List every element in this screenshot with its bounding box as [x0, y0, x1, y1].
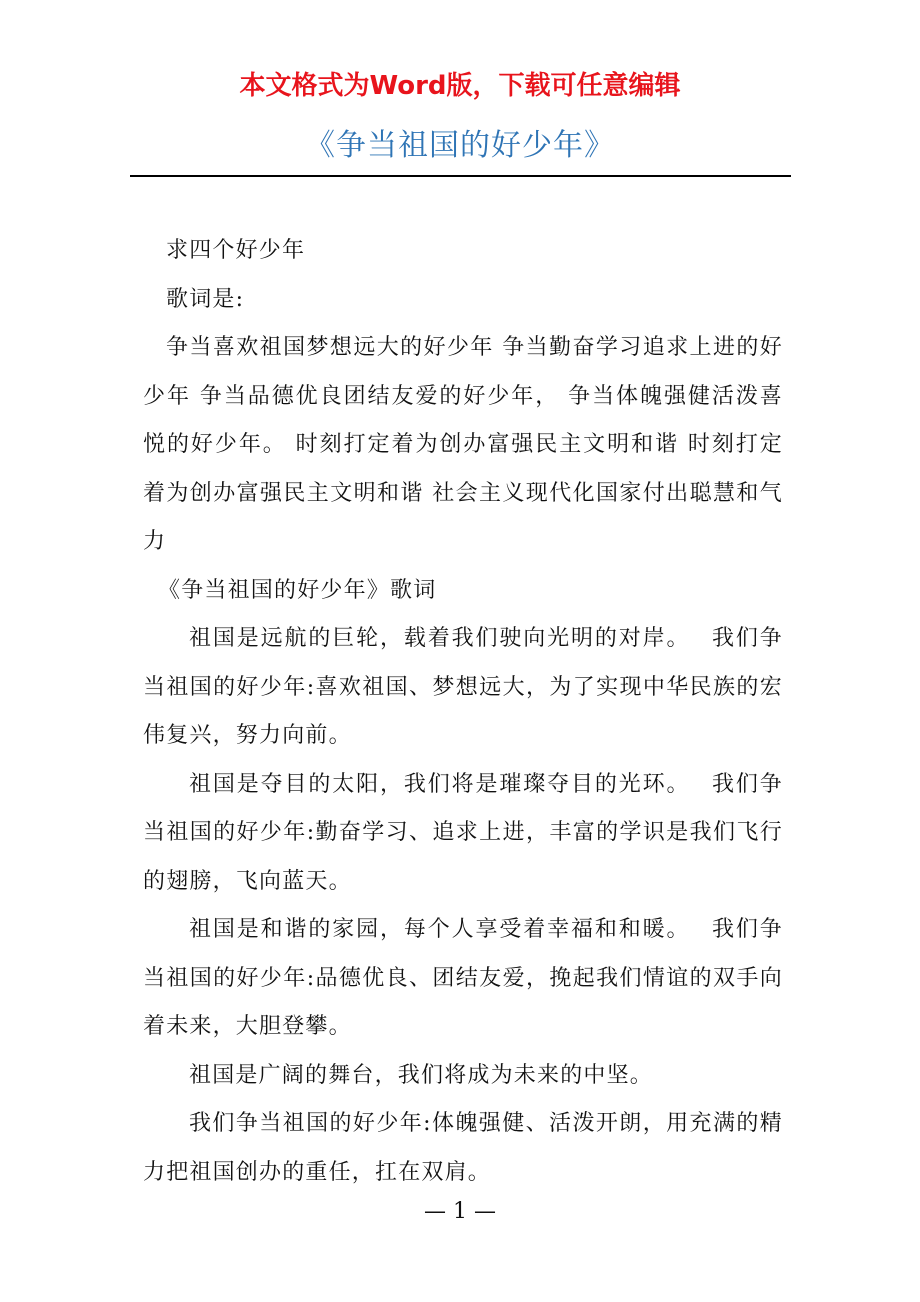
paragraph-song-title: 《争当祖国的好少年》歌词 [158, 577, 437, 603]
document-body [143, 227, 783, 1197]
paragraph-verse-3: 祖国是和谐的家园，每个人享受着幸福和和暖。 我们争当祖国的好少年:品德优良、团结友爱，挽起我们情谊的双手向着未来，大胆登攀。 [143, 917, 783, 1039]
paragraph-lyrics-label: 歌词是: [166, 286, 245, 312]
page-number: — 1 — [424, 1199, 496, 1224]
format-notice: 本文格式为Word版，下载可任意编辑 [239, 71, 681, 101]
paragraph-verse-5: 我们争当祖国的好少年:体魄强健、活泼开朗，用充满的精力把祖国创办的重任，扛在双肩。 [143, 1111, 783, 1185]
header-divider [130, 175, 791, 177]
paragraph-verse-2: 祖国是夺目的太阳，我们将是璀璨夺目的光环。 我们争当祖国的好少年:勤奋学习、追求上进，丰富的学识是我们飞行的翅膀，飞向蓝天。 [143, 771, 783, 894]
document-title: 《争当祖国的好少年》 [305, 128, 615, 163]
paragraph-lyrics: 争当喜欢祖国梦想远大的好少年 争当勤奋学习追求上进的好少年 争当品德优良团结友爱的好少年， 争当体魄强健活泼喜悦的好少年。 时刻打定着为创办富强民主文明和谐 时刻打定着为创办富强民主文明和谐 社会主义现代化国家付出聪慧和气力 [143, 335, 783, 554]
paragraph-verse-4: 祖国是广阔的舞台，我们将成为未来的中坚。 [189, 1062, 654, 1088]
paragraph-verse-1: 祖国是远航的巨轮，载着我们驶向光明的对岸。 我们争当祖国的好少年:喜欢祖国、梦想远大，为了实现中华民族的宏伟复兴，努力向前。 [143, 626, 783, 748]
paragraph-heading: 求四个好少年 [166, 238, 306, 263]
